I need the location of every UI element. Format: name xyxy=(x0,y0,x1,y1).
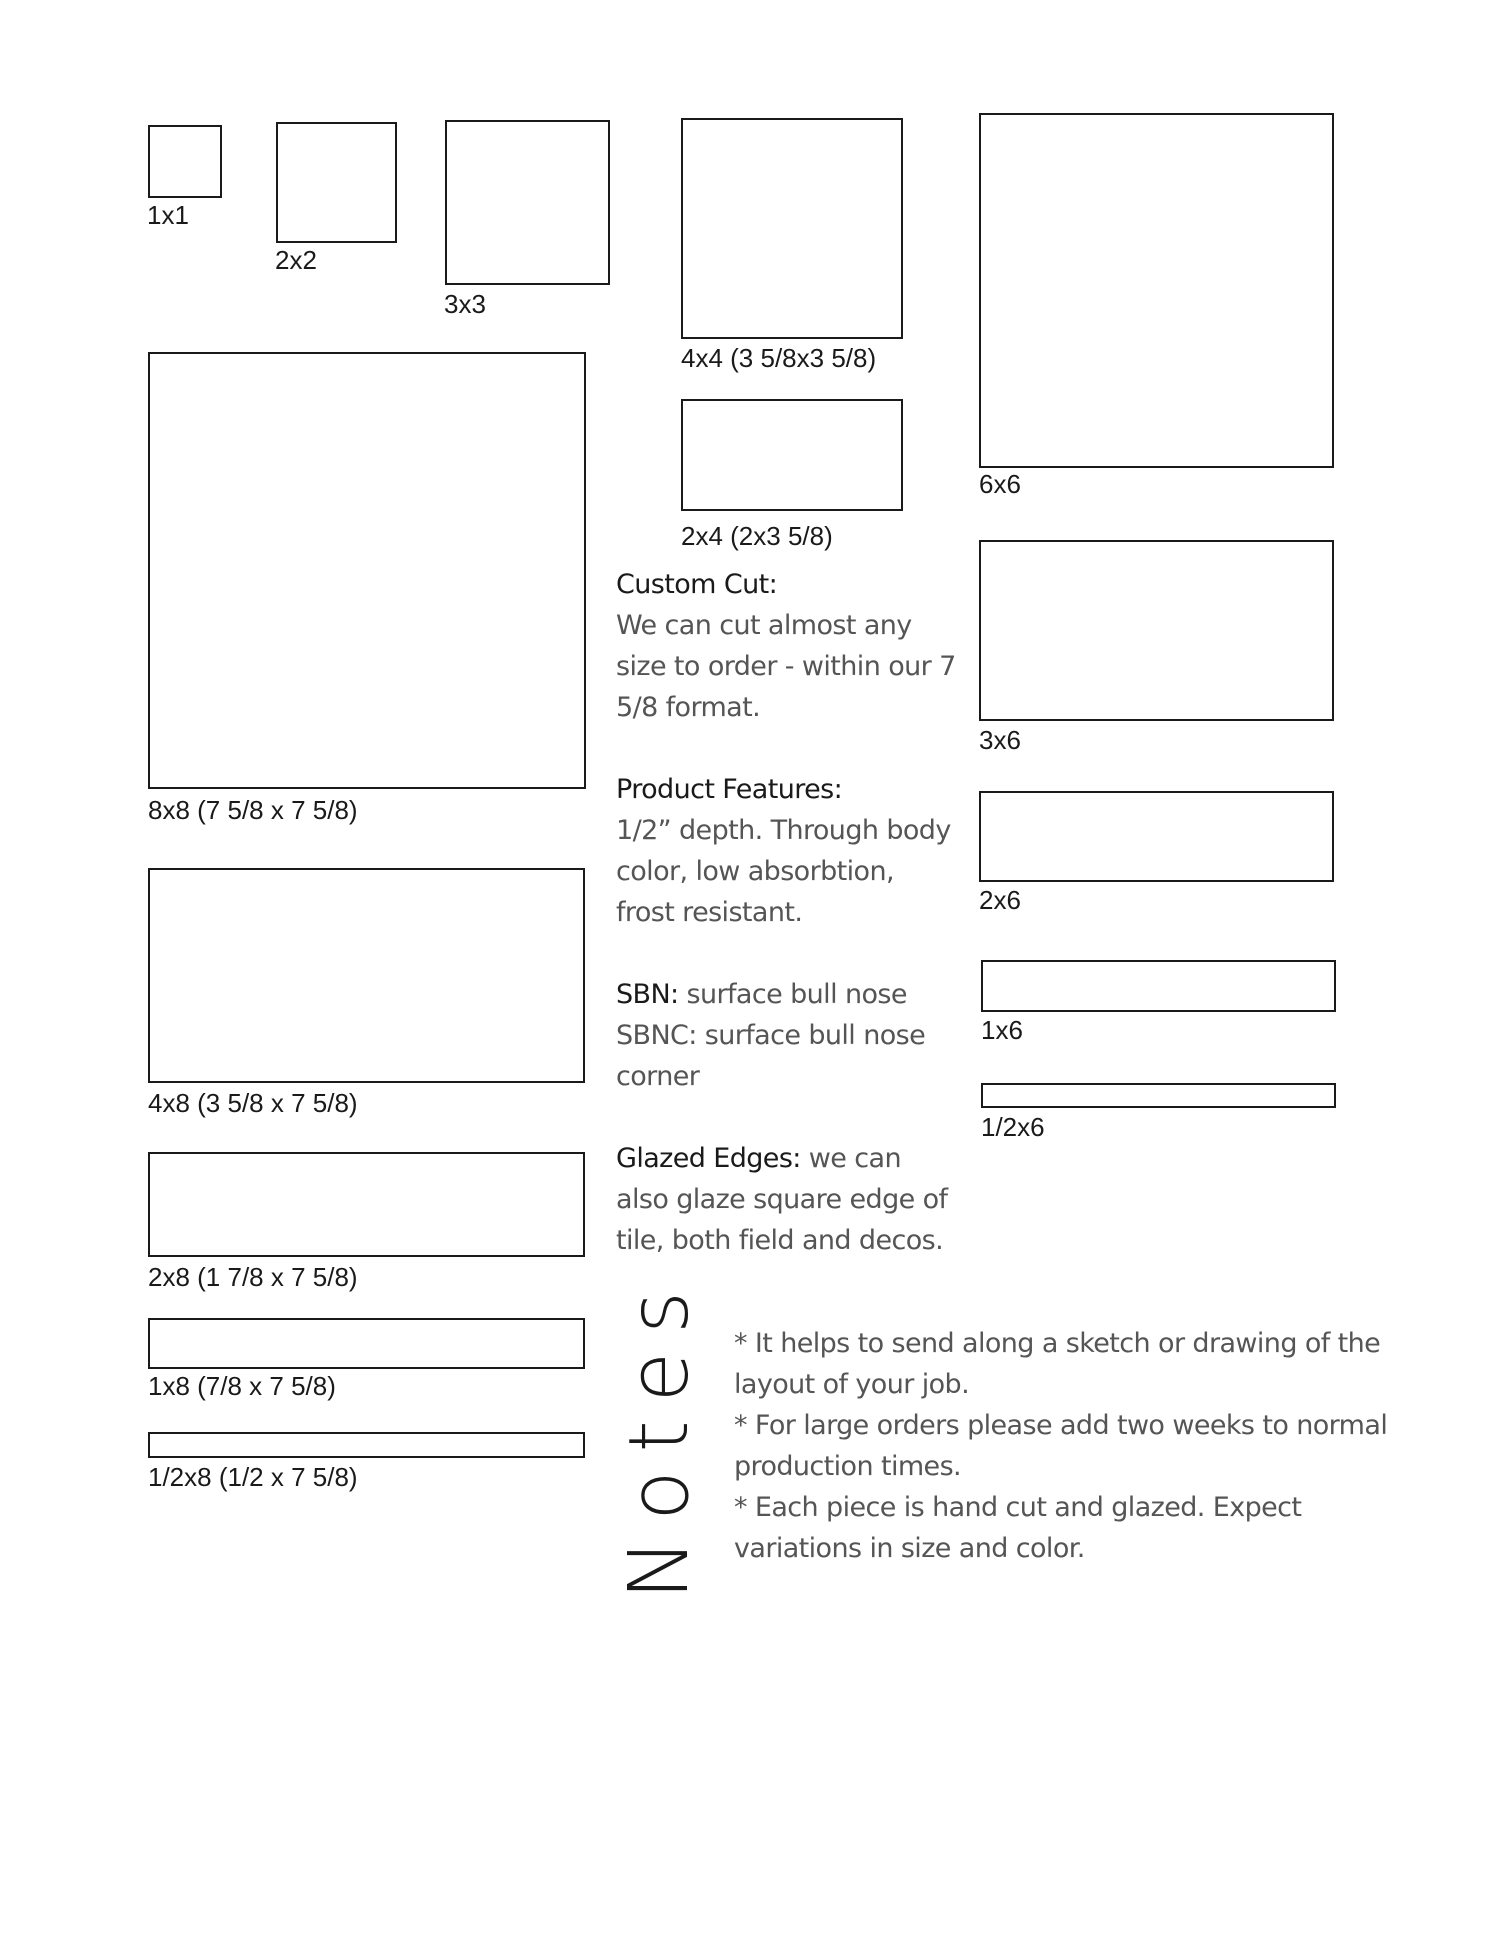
tile-2x6-label: 2x6 xyxy=(979,885,1021,915)
tile-8x8-outline xyxy=(148,352,586,789)
tile-1x1-outline xyxy=(148,125,222,198)
note-item: * It helps to send along a sketch or drawing of the layout of your job. xyxy=(734,1328,1381,1400)
tile-1x1-label: 1x1 xyxy=(147,200,189,230)
product-info xyxy=(616,564,956,1302)
tile-6x6-label: 6x6 xyxy=(979,469,1021,499)
tile-2x4-outline xyxy=(681,399,903,511)
custom-cut-text: We can cut almost any size to order - within our 7 5/8 format. xyxy=(616,610,956,723)
tile-3x6-label: 3x6 xyxy=(979,725,1021,755)
tile-2x8-label: 2x8 (1 7/8 x 7 5/8) xyxy=(148,1262,358,1292)
tile-2x8-outline xyxy=(148,1152,585,1257)
tile-1x8-label: 1x8 (7/8 x 7 5/8) xyxy=(148,1371,336,1401)
tile-2x2-label: 2x2 xyxy=(275,245,317,275)
tile-4x8-label: 4x8 (3 5/8 x 7 5/8) xyxy=(148,1088,358,1118)
tile-half8-outline xyxy=(148,1432,585,1458)
tile-1x8-outline xyxy=(148,1318,585,1369)
notes-title: Notes xyxy=(612,1273,707,1600)
glazed-edges-text: we can also glaze square edge of tile, both field and decos. xyxy=(616,1143,948,1256)
tile-half6-outline xyxy=(981,1083,1336,1108)
custom-cut-section xyxy=(616,564,956,728)
custom-cut-heading: Custom Cut: xyxy=(616,569,778,600)
notes-list xyxy=(734,1323,1394,1569)
note-item: * For large orders please add two weeks to normal production times. xyxy=(734,1410,1388,1482)
sbnc-text: SBNC: surface bull nose corner xyxy=(616,1020,926,1092)
tile-3x3-outline xyxy=(445,120,610,285)
tile-1x6-label: 1x6 xyxy=(981,1015,1023,1045)
tile-3x6-outline xyxy=(979,540,1334,721)
note-item: * Each piece is hand cut and glazed. Expect variations in size and color. xyxy=(734,1492,1302,1564)
tile-8x8-label: 8x8 (7 5/8 x 7 5/8) xyxy=(148,795,358,825)
tile-2x2-outline xyxy=(276,122,397,243)
product-features-section xyxy=(616,769,956,933)
tile-4x4-outline xyxy=(681,118,903,339)
glazed-edges-section xyxy=(616,1138,956,1261)
tile-half8-label: 1/2x8 (1/2 x 7 5/8) xyxy=(148,1462,358,1492)
sbn-text: surface bull nose xyxy=(678,979,907,1010)
sbn-section xyxy=(616,974,956,1097)
tile-4x8-outline xyxy=(148,868,585,1083)
sbn-heading: SBN: xyxy=(616,979,679,1010)
tile-4x4-label: 4x4 (3 5/8x3 5/8) xyxy=(681,343,877,373)
product-features-text: 1/2” depth. Through body color, low absorbtion, frost resistant. xyxy=(616,815,951,928)
tile-6x6-outline xyxy=(979,113,1334,468)
product-features-heading: Product Features: xyxy=(616,774,843,805)
glazed-edges-heading: Glazed Edges: xyxy=(616,1143,801,1174)
tile-half6-label: 1/2x6 xyxy=(981,1112,1045,1142)
tile-2x4-label: 2x4 (2x3 5/8) xyxy=(681,521,833,551)
tile-1x6-outline xyxy=(981,960,1336,1012)
tile-3x3-label: 3x3 xyxy=(444,289,486,319)
tile-2x6-outline xyxy=(979,791,1334,882)
